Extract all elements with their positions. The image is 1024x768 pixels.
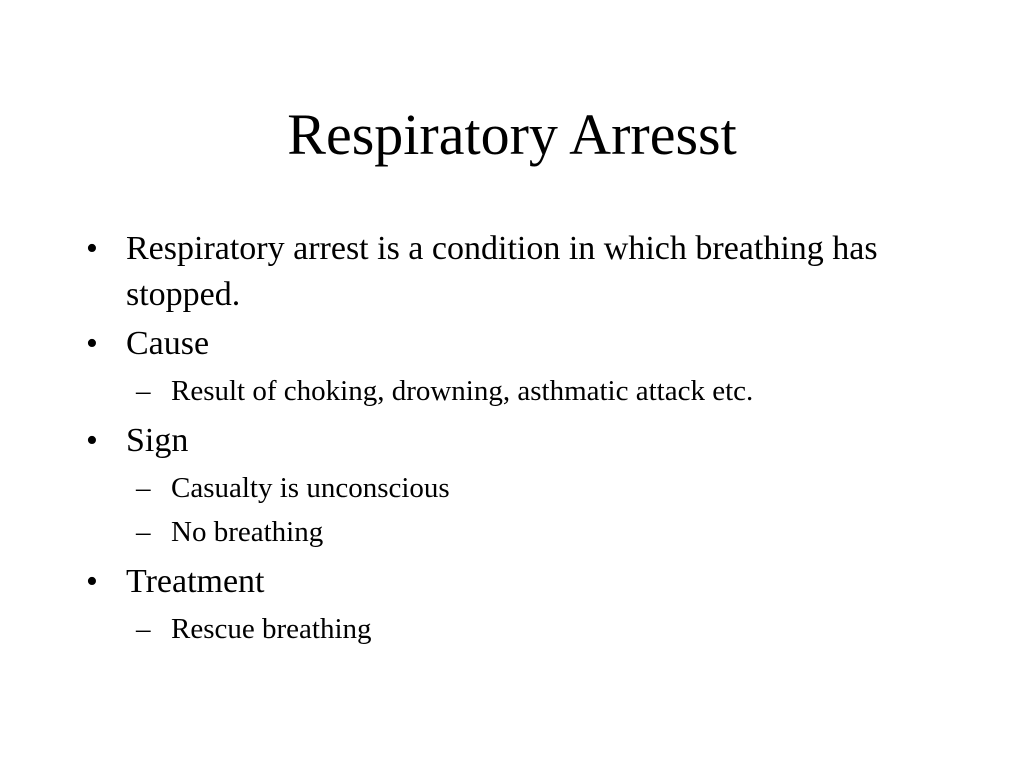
dash-icon: – <box>136 613 151 645</box>
dash-icon: – <box>136 516 151 548</box>
sub-item-text: Casualty is unconscious <box>171 472 450 504</box>
sub-item <box>80 370 960 412</box>
dash-icon: – <box>136 472 151 504</box>
bullet-icon: • <box>86 325 98 362</box>
sub-list <box>80 608 960 650</box>
sub-item-text: No breathing <box>171 516 324 548</box>
dash-icon: – <box>136 375 151 407</box>
sub-list <box>80 370 960 412</box>
bullet-icon: • <box>86 563 98 600</box>
sub-list <box>80 467 960 553</box>
sub-item-text: Result of choking, drowning, asthmatic attack etc. <box>171 375 754 407</box>
bullet-text: Cause <box>126 325 210 362</box>
sub-item-text: Rescue breathing <box>171 613 372 645</box>
bullet-text: Treatment <box>126 563 265 600</box>
bullet-item <box>80 321 960 367</box>
sub-item <box>80 467 960 509</box>
bullet-list <box>80 226 960 656</box>
slide-title: Respiratory Arresst <box>287 102 737 167</box>
bullet-icon: • <box>86 422 98 459</box>
bullet-item <box>80 559 960 605</box>
bullet-text: Sign <box>126 422 189 459</box>
sub-item <box>80 608 960 650</box>
sub-item <box>80 511 960 553</box>
bullet-item <box>80 226 960 318</box>
bullet-text: Respiratory arrest is a condition in which breathing has stopped. <box>126 230 878 313</box>
bullet-icon: • <box>86 230 98 267</box>
bullet-item <box>80 418 960 464</box>
